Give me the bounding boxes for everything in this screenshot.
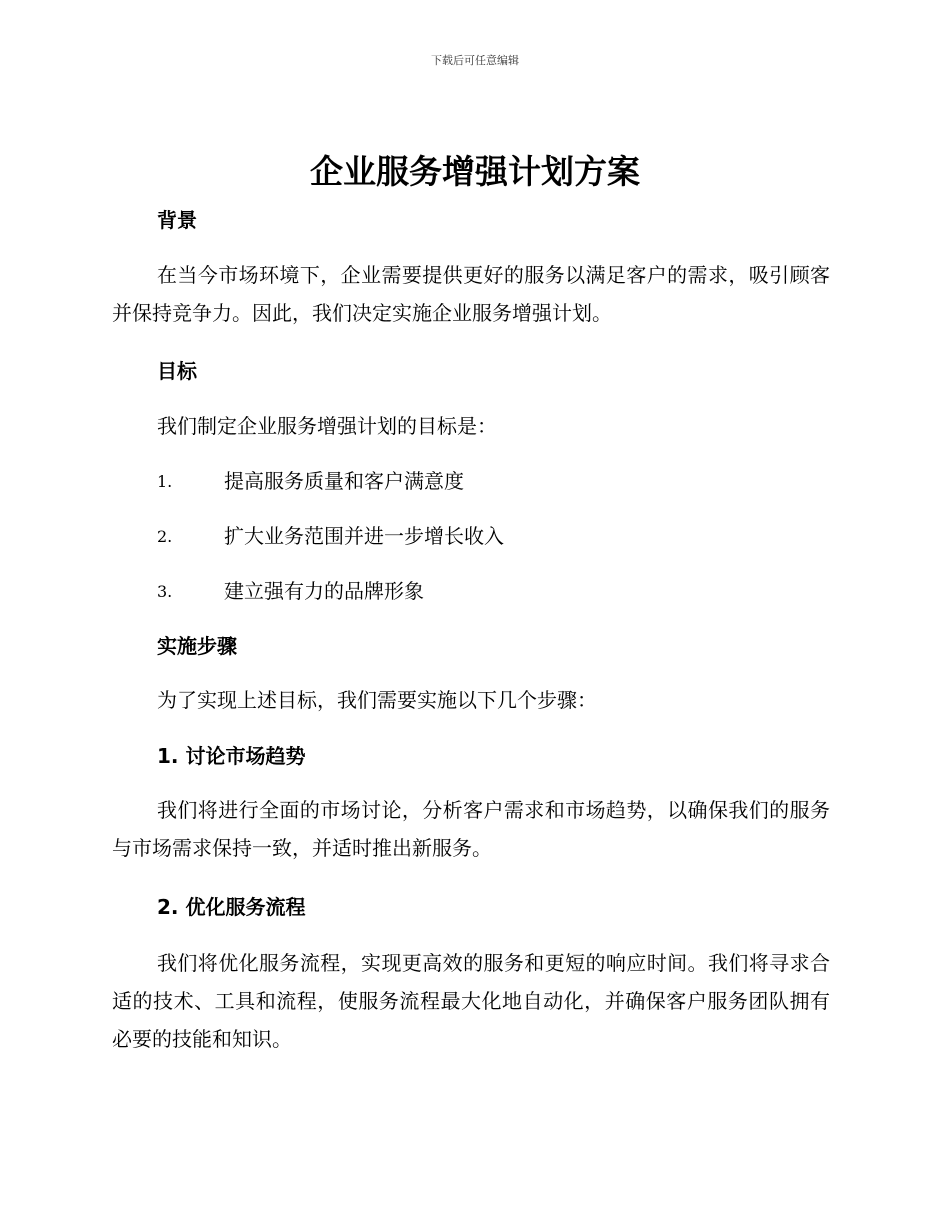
header-note: 下载后可任意编辑 (431, 54, 519, 67)
list-number: 3. (157, 582, 173, 601)
document-title: 企业服务增强计划方案 (310, 152, 640, 191)
list-number: 2. (157, 527, 173, 546)
section-heading-steps: 实施步骤 (157, 634, 237, 658)
step-heading-1: 1. 讨论市场趋势 (157, 744, 306, 768)
steps-intro: 为了实现上述目标，我们需要实施以下几个步骤： (157, 688, 597, 712)
section-heading-goals: 目标 (157, 359, 197, 383)
step-heading-2: 2. 优化服务流程 (157, 895, 306, 919)
background-paragraph: 在当今市场环境下，企业需要提供更好的服务以满足客户的需求，吸引顾客并保持竞争力。因此，我们决定实施企业服务增强计划。 (112, 263, 830, 325)
list-number: 1. (157, 472, 173, 491)
step-2-paragraph: 我们将优化服务流程，实现更高效的服务和更短的响应时间。我们将寻求合适的技术、工具和流程，使服务流程最大化地自动化，并确保客户服务团队拥有必要的技能和知识。 (112, 951, 830, 1051)
goals-intro: 我们制定企业服务增强计划的目标是： (157, 414, 497, 438)
list-text: 建立强有力的品牌形象 (224, 579, 424, 603)
list-text: 扩大业务范围并进一步增长收入 (224, 524, 504, 548)
list-text: 提高服务质量和客户满意度 (224, 469, 464, 493)
section-heading-background: 背景 (157, 208, 197, 232)
step-1-paragraph: 我们将进行全面的市场讨论，分析客户需求和市场趋势，以确保我们的服务与市场需求保持一致，并适时推出新服务。 (112, 798, 830, 860)
